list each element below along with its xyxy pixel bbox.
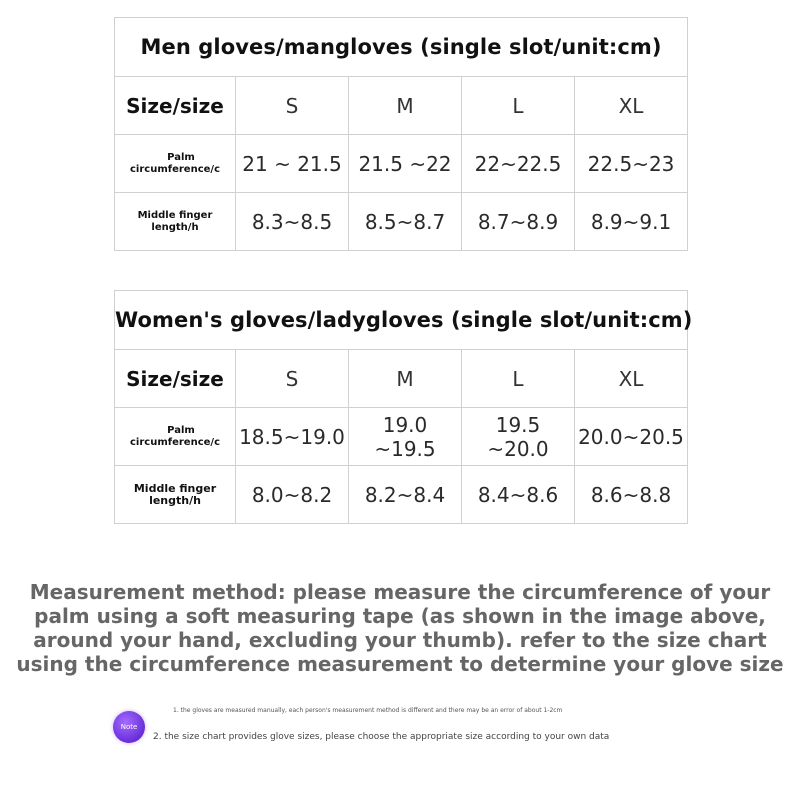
women-finger-label-line2: length/h — [149, 493, 201, 507]
note-item-2: 2. the size chart provides glove sizes, please choose the appropriate size according to your own data — [153, 732, 610, 742]
men-finger-l: 8.7~8.9 — [462, 193, 575, 251]
women-finger-xl: 8.6~8.8 — [575, 466, 688, 524]
men-size-header: Size/size — [115, 77, 236, 135]
men-palm-label — [115, 135, 236, 193]
method-line-1: Measurement method: please measure the circumference of your — [29, 580, 771, 604]
method-line-4: using the circumference measurement to determine your glove size — [16, 652, 784, 676]
women-size-m: M — [349, 350, 462, 408]
men-palm-s: 21 ~ 21.5 — [236, 135, 349, 193]
women-finger-label — [115, 466, 236, 524]
women-size-l: L — [462, 350, 575, 408]
men-finger-m: 8.5~8.7 — [349, 193, 462, 251]
men-size-m: M — [349, 77, 462, 135]
men-size-s: S — [236, 77, 349, 135]
women-size-xl: XL — [575, 350, 688, 408]
women-palm-label-line2: circumference/c — [129, 436, 220, 448]
women-palm-xl: 20.0~20.5 — [575, 408, 688, 466]
men-size-xl: XL — [575, 77, 688, 135]
women-finger-label-line1: Middle finger — [133, 481, 217, 495]
women-size-header: Size/size — [115, 350, 236, 408]
method-line-3: around your hand, excluding your thumb). refer to the size chart — [33, 628, 767, 652]
men-palm-label-line2: circumference/c — [129, 163, 220, 175]
men-size-l: L — [462, 77, 575, 135]
men-palm-m: 21.5 ~22 — [349, 135, 462, 193]
men-finger-label-line2: length/h — [151, 221, 199, 233]
women-palm-label-line1: Palm — [167, 424, 195, 436]
men-finger-s: 8.3~8.5 — [236, 193, 349, 251]
women-finger-l: 8.4~8.6 — [462, 466, 575, 524]
women-palm-s: 18.5~19.0 — [236, 408, 349, 466]
women-size-s: S — [236, 350, 349, 408]
measurement-method-text — [0, 580, 800, 676]
men-finger-xl: 8.9~9.1 — [575, 193, 688, 251]
men-palm-label-line1: Palm — [167, 151, 195, 163]
men-finger-label — [115, 193, 236, 251]
men-finger-label-line1: Middle finger — [137, 209, 213, 221]
women-finger-s: 8.0~8.2 — [236, 466, 349, 524]
women-table-title: Women's gloves/ladygloves (single slot/unit:cm) — [115, 291, 688, 350]
men-palm-l: 22~22.5 — [462, 135, 575, 193]
note-item-1: 1. the gloves are measured manually, each person's measurement method is different and there may be an error of about 1-2cm — [173, 707, 563, 714]
women-size-table — [114, 290, 693, 524]
men-size-table — [114, 17, 688, 251]
men-palm-xl: 22.5~23 — [575, 135, 688, 193]
note-badge-icon: Note — [113, 711, 145, 743]
women-finger-m: 8.2~8.4 — [349, 466, 462, 524]
men-table-title: Men gloves/mangloves (single slot/unit:cm) — [115, 18, 688, 77]
women-palm-label — [115, 408, 236, 466]
women-palm-l: 19.5 ~20.0 — [462, 408, 575, 466]
women-palm-m: 19.0 ~19.5 — [349, 408, 462, 466]
method-line-2: palm using a soft measuring tape (as shown in the image above, — [34, 604, 766, 628]
